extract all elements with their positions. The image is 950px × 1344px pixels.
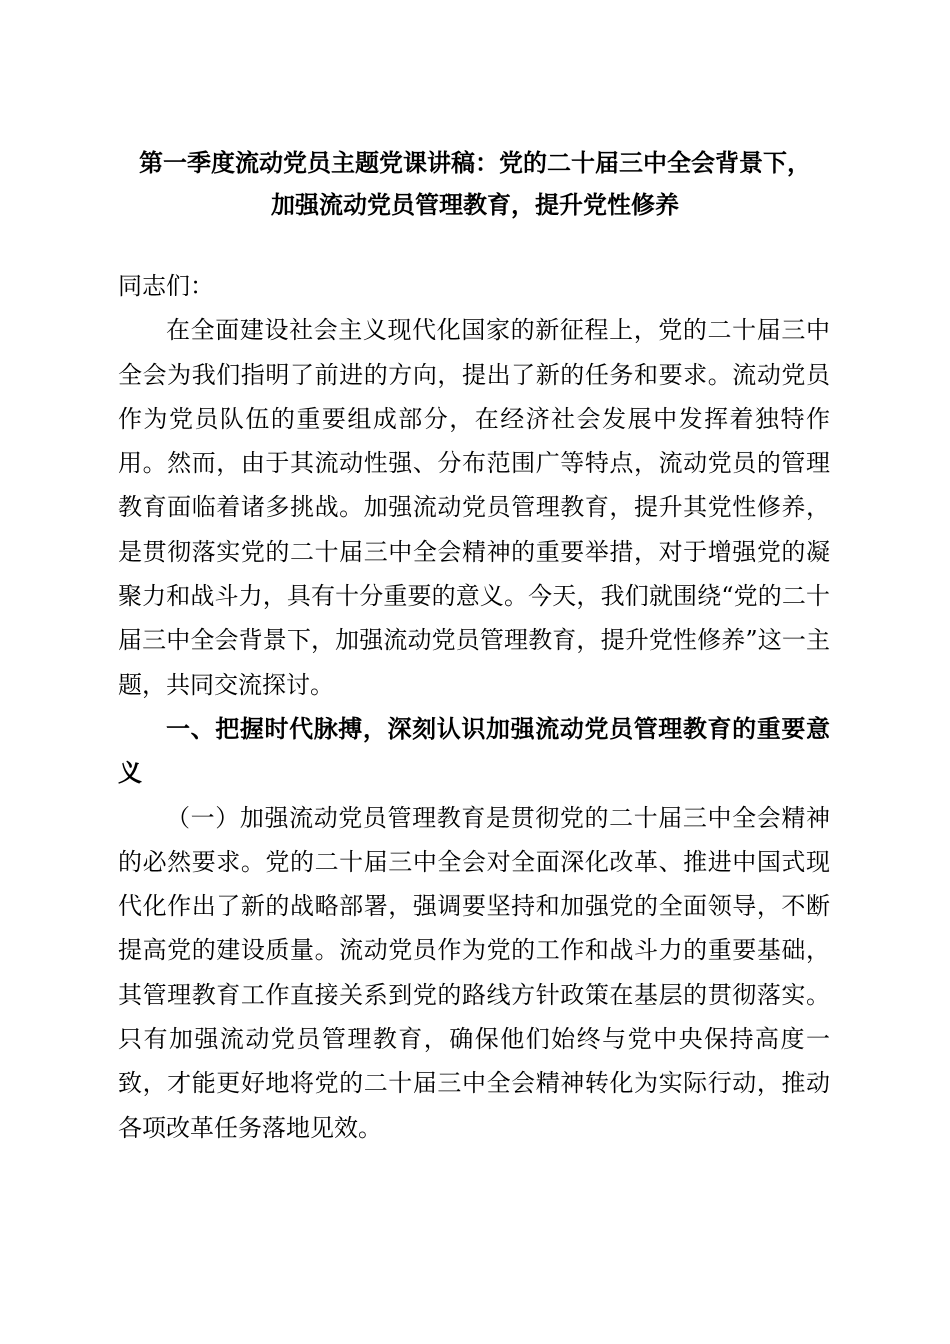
section-1-heading: 一、把握时代脉搏，深刻认识加强流动党员管理教育的重要意义 xyxy=(118,714,830,788)
title-line-2: 加强流动党员管理教育，提升党性修养 xyxy=(271,190,679,219)
document-title xyxy=(100,142,850,226)
salutation: 同志们： xyxy=(118,272,214,300)
document-body xyxy=(118,264,830,1150)
intro-paragraph: 在全面建设社会主义现代化国家的新征程上，党的二十届三中全会为我们指明了前进的方向，提出了新的任务和要求。流动党员作为党员队伍的重要组成部分，在经济社会发展中发挥着独特作用。然而，由于其流动性强、分布范围广等特点，流动党员的管理教育面临着诸多挑战。加强流动党员管理教育，提升其党性修养，是贯彻落实党的二十届三中全会精神的重要举措，对于增强党的凝聚力和战斗力，具有十分重要的意义。今天，我们就围绕“党的二十届三中全会背景下，加强流动党员管理教育，提升党性修养”这一主题，共同交流探讨。 xyxy=(118,316,830,699)
title-line-1: 第一季度流动党员主题党课讲稿：党的二十届三中全会背景下， xyxy=(139,148,811,177)
subsection-1-paragraph: （一）加强流动党员管理教育是贯彻党的二十届三中全会精神的必然要求。党的二十届三中全会对全面深化改革、推进中国式现代化作出了新的战略部署，强调要坚持和加强党的全面领导，不断提高党的建设质量。流动党员作为党的工作和战斗力的重要基础，其管理教育工作直接关系到党的路线方针政策在基层的贯彻落实。只有加强流动党员管理教育，确保他们始终与党中央保持高度一致，才能更好地将党的二十届三中全会精神转化为实际行动，推动各项改革任务落地见效。 xyxy=(118,803,830,1142)
